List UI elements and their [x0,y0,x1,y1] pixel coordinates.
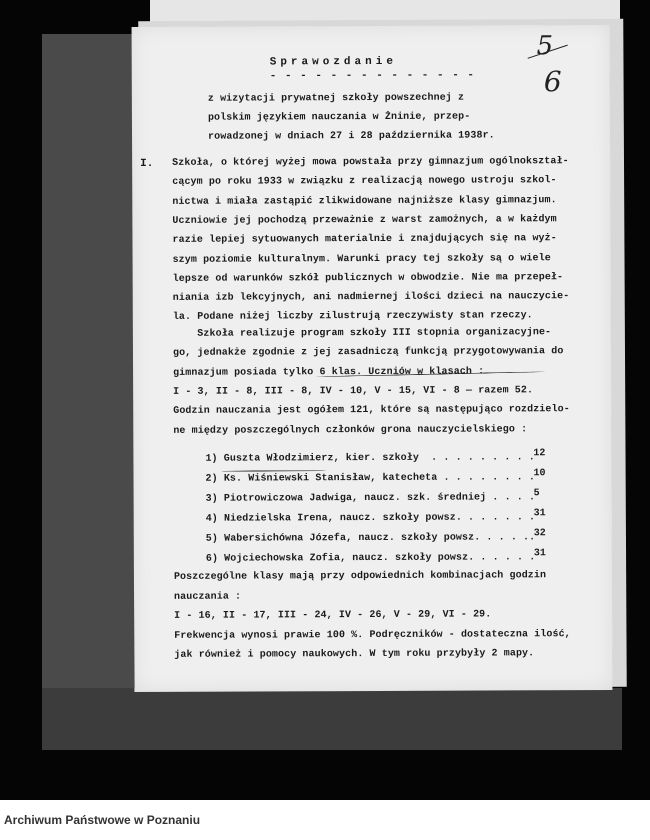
teacher-hours: 31 [533,548,546,560]
handwritten-underline [221,470,326,471]
teacher-entry: 3) Piotrowiczowa Jadwiga, naucz. szk. średniej . . . . [205,492,536,505]
teacher-hours: 32 [533,528,546,540]
teacher-entry: 6) Wojciechowska Zofia, naucz. szkoły powsz. . . . . . [205,552,536,565]
text-line: razie lepiej sytuowanych materialnie i znajdujących się na wyż- [172,233,557,247]
teacher-hours: 12 [533,448,546,460]
text-line: ne między poszczególnych członków grona nauczycielskiego : [173,423,528,437]
teacher-entry: 5) Wabersichówna Józefa, naucz. szkoły powsz. . . . .. [205,532,536,545]
teacher-entry: 2) Ks. Wiśniewski Stanisław, katecheta . . . . . . . . [205,472,535,485]
teacher-entry: 4) Niedzielska Irena, naucz. szkoły powsz. . . . . . . [205,512,536,525]
text-line: lepsze od warunków szkół publicznych w obwodzie. Nie ma przepeł- [172,271,564,285]
text-line: Poszczególne klasy mają przy odpowiednich kombinacjach godzin [173,570,547,583]
page-mark: 6 [543,65,562,99]
text-line: nauczania : [174,591,242,603]
text-line: go, jednakże zgodnie z jej zasadniczą funkcją przygotowywania do [172,346,564,360]
text-line: szym poziomie kulturalnym. Warunki pracy tej szkoły są o wiele [172,252,551,266]
text-line: I - 16, II - 17, III - 24, IV - 26, V - 29, VI - 29. [174,609,492,623]
teacher-hours: 31 [533,508,546,520]
text-line: cącym po roku 1933 w związku z realizacją nowego ustroju szkol- [172,175,557,189]
archive-name: Archiwum Państwowe w Poznaniu [4,813,201,827]
teacher-hours: 5 [533,488,540,500]
subtitle-line: z wizytacji prywatnej szkoły powszechnej z [207,92,465,105]
text-line: nictwa i miała zastąpić zlikwidowane najniższe klasy gimnazjum. [172,194,557,208]
section-number: I. [140,157,154,171]
text-line: Uczniowie jej pochodzą przeważnie z warst zamożnych, a w każdym [172,214,557,227]
document-title: Sprawozdanie [269,55,397,69]
title-underline: - - - - - - - - - - - - - - [269,69,476,83]
text-line: la. Podane niżej liczby zilustrują rzeczywisty stan rzeczy. [172,310,533,324]
text-line: jak również i pomocy naukowych. W tym roku przybyły 2 mapy. [174,648,535,662]
text-line: I - 3, II - 8, III - 8, IV - 10, V - 15, VI - 8 — razem 52. [173,385,534,398]
text-line: niania izb lekcyjnych, ani nadmiernej ilości dzieci na nauczycie- [172,291,570,304]
folder-edge [42,34,134,692]
text-line: Frekwencja wynosi prawie 100 %. Podręczników - dostateczna ilość, [174,628,571,642]
subtitle-line: rowadzonej w dniach 27 i 28 października 1938r. [208,130,495,143]
text-line: Szkoła realizuje program szkoły III stopnia organizacyjne- [172,327,552,340]
subtitle-line: polskim językiem nauczania w Żninie, przep- [207,111,471,124]
text-line: Szkoła, o której wyżej mowa powstała przy gimnazjum ogólnokształ- [172,156,569,169]
teacher-hours: 10 [533,468,546,480]
text-line: Godzin nauczania jest ogółem 121, które są następująco rozdzielo- [173,404,570,418]
footer [0,800,650,840]
document-page [132,25,613,692]
teacher-entry: 1) Guszta Włodzimierz, kier. szkoły . . . . . . . . . [205,452,535,465]
text-line: gimnazjum posiada tylko 6 klas. Uczniów w klasach : [173,366,485,379]
page-mark-struck: 5 [536,31,554,62]
folder-bottom [42,688,622,750]
